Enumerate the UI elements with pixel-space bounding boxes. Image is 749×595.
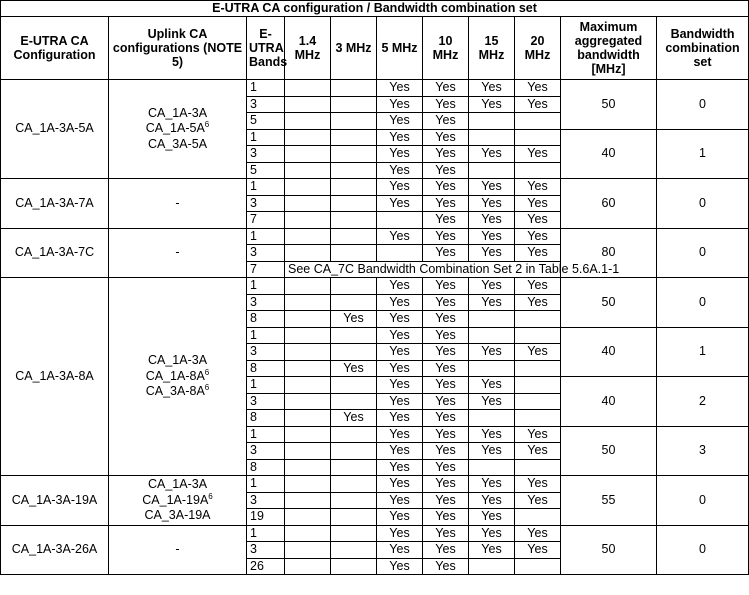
bw-1-4-cell [285, 327, 331, 344]
bw-5-cell: Yes [377, 327, 423, 344]
band-cell: 3 [247, 96, 285, 113]
band-cell: 5 [247, 113, 285, 130]
bw-5-cell: Yes [377, 393, 423, 410]
uplink-config-line [112, 477, 243, 493]
band-cell: 1 [247, 228, 285, 245]
header-bands: E-UTRA Bands [247, 17, 285, 80]
band-cell: 5 [247, 162, 285, 179]
bw-1-4-cell [285, 96, 331, 113]
uplink-config-cell [109, 476, 247, 526]
bw-1-4-cell [285, 426, 331, 443]
max-bw-cell: 80 [561, 228, 657, 278]
max-bw-cell: 50 [561, 426, 657, 476]
bw-5-cell [377, 212, 423, 229]
uplink-config-text: CA_3A-8A [145, 384, 205, 399]
bw-3-cell [331, 212, 377, 229]
bw-20-cell: Yes [515, 146, 561, 163]
uplink-config-text: - [175, 542, 180, 556]
bw-10-cell: Yes [423, 113, 469, 130]
bw-15-cell: Yes [469, 278, 515, 295]
bw-10-cell: Yes [423, 459, 469, 476]
bw-1-4-cell [285, 558, 331, 575]
band-cell: 7 [247, 261, 285, 278]
band-cell: 1 [247, 525, 285, 542]
bw-20-cell [515, 509, 561, 526]
bw-5-cell: Yes [377, 195, 423, 212]
bw-1-4-cell [285, 179, 331, 196]
bcs-cell: 0 [657, 476, 749, 526]
bw-20-cell: Yes [515, 344, 561, 361]
uplink-config-text: - [175, 195, 180, 210]
bw-15-cell: Yes [469, 212, 515, 229]
bw-5-cell: Yes [377, 542, 423, 559]
bw-5-cell: Yes [377, 228, 423, 245]
bw-10-cell: Yes [423, 377, 469, 394]
band-cell: 8 [247, 459, 285, 476]
bw-3-cell [331, 294, 377, 311]
band-cell: 3 [247, 344, 285, 361]
bcs-cell: 3 [657, 426, 749, 476]
bw-5-cell: Yes [377, 426, 423, 443]
table-row [1, 80, 749, 97]
bw-3-cell [331, 228, 377, 245]
bw-5-cell [377, 245, 423, 262]
bw-5-cell: Yes [377, 377, 423, 394]
uplink-config-text: CA_3A-19A [144, 508, 211, 522]
bw-1-4-cell [285, 162, 331, 179]
footnote-marker: 6 [204, 367, 210, 377]
bw-5-cell: Yes [377, 459, 423, 476]
bw-15-cell: Yes [469, 344, 515, 361]
bw-5-cell: Yes [377, 311, 423, 328]
uplink-config-line [112, 121, 243, 137]
bw-15-cell: Yes [469, 80, 515, 97]
bw-20-cell: Yes [515, 278, 561, 295]
uplink-config-line [112, 196, 243, 212]
bw-10-cell: Yes [423, 294, 469, 311]
uplink-config-cell [109, 80, 247, 179]
bw-1-4-cell [285, 146, 331, 163]
band-cell: 8 [247, 311, 285, 328]
max-bw-cell: 50 [561, 525, 657, 575]
bw-5-cell: Yes [377, 113, 423, 130]
bw-10-cell: Yes [423, 558, 469, 575]
bw-1-4-cell [285, 245, 331, 262]
bcs-cell: 0 [657, 80, 749, 130]
bcs-cell: 0 [657, 228, 749, 278]
band-cell: 3 [247, 195, 285, 212]
bw-3-cell [331, 393, 377, 410]
bw-3-cell [331, 327, 377, 344]
bw-20-cell: Yes [515, 542, 561, 559]
bw-20-cell: Yes [515, 476, 561, 493]
bw-1-4-cell [285, 377, 331, 394]
bw-3-cell [331, 80, 377, 97]
uplink-config-text: - [175, 245, 180, 259]
uplink-config-text: CA_1A-3A [147, 105, 208, 120]
bw-5-cell: Yes [377, 294, 423, 311]
bw-5-cell: Yes [377, 146, 423, 163]
bw-5-cell: Yes [377, 525, 423, 542]
band-cell: 3 [247, 542, 285, 559]
header-bw-1-4: 1.4 MHz [285, 17, 331, 80]
band-cell: 26 [247, 558, 285, 575]
bw-1-4-cell [285, 212, 331, 229]
footnote-marker: 6 [204, 120, 210, 130]
bw-1-4-cell [285, 443, 331, 460]
bw-3-cell [331, 278, 377, 295]
bw-10-cell: Yes [423, 476, 469, 493]
header-bw-15: 15 MHz [469, 17, 515, 80]
bw-10-cell: Yes [423, 509, 469, 526]
max-bw-cell: 60 [561, 179, 657, 229]
table-row [1, 228, 749, 245]
max-bw-cell: 40 [561, 129, 657, 179]
bw-15-cell: Yes [469, 195, 515, 212]
uplink-config-line [112, 508, 243, 524]
bw-20-cell [515, 360, 561, 377]
bw-1-4-cell [285, 509, 331, 526]
bw-20-cell [515, 311, 561, 328]
band-cell: 3 [247, 146, 285, 163]
bw-1-4-cell [285, 228, 331, 245]
bw-10-cell: Yes [423, 443, 469, 460]
bcs-cell: 0 [657, 525, 749, 575]
bw-10-cell: Yes [423, 228, 469, 245]
uplink-config-cell [109, 179, 247, 229]
bw-5-cell: Yes [377, 129, 423, 146]
bw-3-cell: Yes [331, 360, 377, 377]
bw-5-cell: Yes [377, 410, 423, 427]
uplink-config-line [112, 106, 243, 122]
bw-1-4-cell [285, 492, 331, 509]
bw-3-cell [331, 443, 377, 460]
band-cell: 1 [247, 129, 285, 146]
bw-15-cell: Yes [469, 377, 515, 394]
header-bw-5: 5 MHz [377, 17, 423, 80]
bw-3-cell [331, 245, 377, 262]
uplink-config-line [112, 384, 243, 400]
bw-20-cell [515, 377, 561, 394]
max-bw-cell: 55 [561, 476, 657, 526]
bw-20-cell: Yes [515, 492, 561, 509]
bw-10-cell: Yes [423, 492, 469, 509]
bw-15-cell: Yes [469, 426, 515, 443]
bw-1-4-cell [285, 80, 331, 97]
bw-10-cell: Yes [423, 162, 469, 179]
bcs-cell: 2 [657, 377, 749, 427]
bw-20-cell [515, 410, 561, 427]
bw-15-cell: Yes [469, 525, 515, 542]
bw-15-cell: Yes [469, 393, 515, 410]
bw-20-cell: Yes [515, 525, 561, 542]
bw-3-cell [331, 525, 377, 542]
bw-10-cell: Yes [423, 212, 469, 229]
bw-1-4-cell [285, 113, 331, 130]
bw-3-cell: Yes [331, 410, 377, 427]
bw-3-cell [331, 377, 377, 394]
bw-20-cell: Yes [515, 245, 561, 262]
table-row [1, 525, 749, 542]
bw-20-cell [515, 459, 561, 476]
bw-3-cell [331, 129, 377, 146]
bw-3-cell [331, 179, 377, 196]
bw-1-4-cell [285, 294, 331, 311]
bw-10-cell: Yes [423, 393, 469, 410]
bw-20-cell [515, 558, 561, 575]
bw-1-4-cell [285, 278, 331, 295]
bw-10-cell: Yes [423, 195, 469, 212]
bw-5-cell: Yes [377, 492, 423, 509]
bw-15-cell [469, 162, 515, 179]
bw-10-cell: Yes [423, 278, 469, 295]
max-bw-cell: 40 [561, 377, 657, 427]
band-cell: 1 [247, 377, 285, 394]
bw-15-cell [469, 410, 515, 427]
bw-15-cell: Yes [469, 228, 515, 245]
bw-5-cell: Yes [377, 278, 423, 295]
bw-10-cell: Yes [423, 96, 469, 113]
table-title: E-UTRA CA configuration / Bandwidth combination set [1, 1, 749, 17]
uplink-config-text: CA_1A-3A [147, 477, 208, 491]
bw-20-cell: Yes [515, 195, 561, 212]
max-bw-cell: 50 [561, 80, 657, 130]
band-cell: 3 [247, 294, 285, 311]
bw-15-cell [469, 129, 515, 146]
uplink-config-line [112, 245, 243, 261]
bw-10-cell: Yes [423, 80, 469, 97]
band-cell: 19 [247, 509, 285, 526]
bw-20-cell [515, 129, 561, 146]
band-cell: 1 [247, 179, 285, 196]
bw-10-cell: Yes [423, 344, 469, 361]
bw-3-cell [331, 113, 377, 130]
bw-20-cell: Yes [515, 179, 561, 196]
band-cell: 1 [247, 80, 285, 97]
bw-10-cell: Yes [423, 129, 469, 146]
bw-10-cell: Yes [423, 179, 469, 196]
bw-15-cell [469, 459, 515, 476]
bw-5-cell: Yes [377, 360, 423, 377]
bw-10-cell: Yes [423, 426, 469, 443]
uplink-config-text: CA_1A-8A [145, 368, 205, 383]
bw-3-cell [331, 492, 377, 509]
bw-3-cell [331, 476, 377, 493]
uplink-config-text: CA_3A-5A [147, 136, 208, 151]
bw-1-4-cell [285, 542, 331, 559]
bw-5-cell: Yes [377, 344, 423, 361]
bw-20-cell [515, 327, 561, 344]
band-cell: 3 [247, 393, 285, 410]
band-cell: 7 [247, 212, 285, 229]
header-bw-10: 10 MHz [423, 17, 469, 80]
bw-3-cell [331, 96, 377, 113]
bw-1-4-cell [285, 393, 331, 410]
bw-10-cell: Yes [423, 542, 469, 559]
bcs-cell: 1 [657, 327, 749, 377]
band-cell: 8 [247, 360, 285, 377]
bw-20-cell: Yes [515, 96, 561, 113]
uplink-config-text: CA_1A-19A [142, 492, 209, 507]
ca-config-cell: CA_1A-3A-8A [1, 278, 109, 476]
bw-3-cell [331, 542, 377, 559]
bcs-cell: 1 [657, 129, 749, 179]
header-max-bw: Maximum aggregated bandwidth [MHz] [561, 17, 657, 80]
bw-5-cell: Yes [377, 509, 423, 526]
bw-15-cell [469, 327, 515, 344]
bw-20-cell [515, 162, 561, 179]
bw-15-cell: Yes [469, 443, 515, 460]
max-bw-cell: 50 [561, 278, 657, 328]
bw-15-cell: Yes [469, 509, 515, 526]
bw-15-cell [469, 311, 515, 328]
bw-3-cell: Yes [331, 311, 377, 328]
bw-3-cell [331, 558, 377, 575]
bw-15-cell: Yes [469, 476, 515, 493]
uplink-config-cell [109, 278, 247, 476]
bw-15-cell: Yes [469, 492, 515, 509]
header-bcs: Bandwidth combination set [657, 17, 749, 80]
bw-15-cell [469, 113, 515, 130]
band-cell: 8 [247, 410, 285, 427]
bw-10-cell: Yes [423, 245, 469, 262]
band-cell: 3 [247, 443, 285, 460]
bw-3-cell [331, 426, 377, 443]
bw-20-cell: Yes [515, 294, 561, 311]
bw-5-cell: Yes [377, 96, 423, 113]
bcs-cell: 0 [657, 179, 749, 229]
uplink-config-line [112, 137, 243, 153]
bw-10-cell: Yes [423, 327, 469, 344]
uplink-config-line [112, 353, 243, 369]
bw-10-cell: Yes [423, 311, 469, 328]
table-row [1, 179, 749, 196]
uplink-config-cell [109, 525, 247, 575]
bw-1-4-cell [285, 476, 331, 493]
bw-5-cell: Yes [377, 476, 423, 493]
bw-15-cell: Yes [469, 179, 515, 196]
max-bw-cell: 40 [561, 327, 657, 377]
bw-15-cell: Yes [469, 542, 515, 559]
bw-15-cell: Yes [469, 96, 515, 113]
footnote-marker: 6 [204, 383, 210, 393]
bw-5-cell: Yes [377, 179, 423, 196]
ca-config-cell: CA_1A-3A-7A [1, 179, 109, 229]
bw-1-4-cell [285, 360, 331, 377]
bw-20-cell: Yes [515, 80, 561, 97]
bw-10-cell: Yes [423, 146, 469, 163]
bw-5-cell: Yes [377, 162, 423, 179]
header-config: E-UTRA CA Configuration [1, 17, 109, 80]
bw-3-cell [331, 162, 377, 179]
note-cell: See CA_7C Bandwidth Combination Set 2 in Table 5.6A.1-1 [285, 261, 561, 278]
band-cell: 3 [247, 245, 285, 262]
bw-3-cell [331, 195, 377, 212]
bw-1-4-cell [285, 459, 331, 476]
uplink-config-line [112, 369, 243, 385]
bw-1-4-cell [285, 525, 331, 542]
header-bw-3: 3 MHz [331, 17, 377, 80]
bw-1-4-cell [285, 311, 331, 328]
table-row [1, 278, 749, 295]
bw-10-cell: Yes [423, 360, 469, 377]
band-cell: 1 [247, 426, 285, 443]
bw-3-cell [331, 146, 377, 163]
uplink-config-line [112, 493, 243, 509]
bw-15-cell [469, 558, 515, 575]
bw-5-cell: Yes [377, 443, 423, 460]
band-cell: 1 [247, 327, 285, 344]
bw-20-cell: Yes [515, 228, 561, 245]
bw-20-cell: Yes [515, 443, 561, 460]
uplink-config-cell [109, 228, 247, 278]
bw-15-cell: Yes [469, 146, 515, 163]
band-cell: 3 [247, 492, 285, 509]
bw-3-cell [331, 344, 377, 361]
header-bw-20: 20 MHz [515, 17, 561, 80]
table-row [1, 476, 749, 493]
bw-10-cell: Yes [423, 410, 469, 427]
bw-15-cell: Yes [469, 294, 515, 311]
table-body [1, 80, 749, 575]
footnote-marker: 6 [208, 491, 213, 501]
bcs-cell: 0 [657, 278, 749, 328]
ca-config-cell: CA_1A-3A-5A [1, 80, 109, 179]
bw-20-cell [515, 113, 561, 130]
uplink-config-text: CA_1A-3A [147, 353, 208, 368]
uplink-config-line [112, 542, 243, 558]
bw-1-4-cell [285, 344, 331, 361]
bw-20-cell: Yes [515, 212, 561, 229]
bw-5-cell: Yes [377, 80, 423, 97]
ca-config-cell: CA_1A-3A-7C [1, 228, 109, 278]
bw-1-4-cell [285, 195, 331, 212]
ca-config-cell: CA_1A-3A-26A [1, 525, 109, 575]
bw-1-4-cell [285, 129, 331, 146]
bw-20-cell: Yes [515, 426, 561, 443]
bw-15-cell: Yes [469, 245, 515, 262]
bw-1-4-cell [285, 410, 331, 427]
header-uplink: Uplink CA configurations (NOTE 5) [109, 17, 247, 80]
bw-3-cell [331, 459, 377, 476]
uplink-config-text: CA_1A-5A [145, 121, 205, 136]
bw-20-cell [515, 393, 561, 410]
bw-15-cell [469, 360, 515, 377]
bw-3-cell [331, 509, 377, 526]
ca-config-cell: CA_1A-3A-19A [1, 476, 109, 526]
band-cell: 1 [247, 476, 285, 493]
band-cell: 1 [247, 278, 285, 295]
bw-5-cell: Yes [377, 558, 423, 575]
bw-10-cell: Yes [423, 525, 469, 542]
